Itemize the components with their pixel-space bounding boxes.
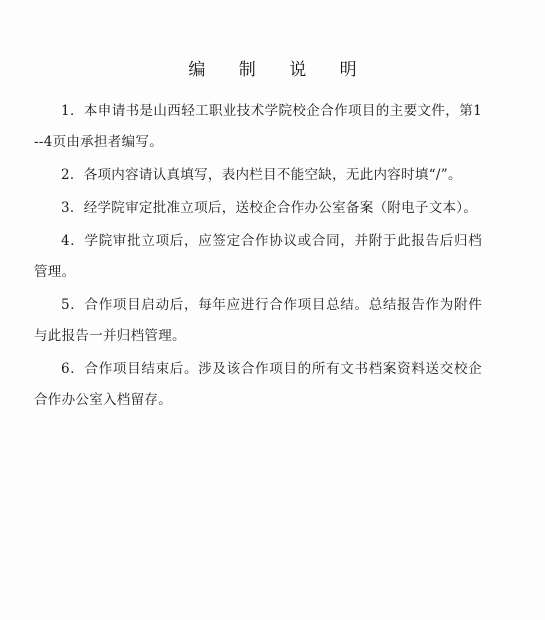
- instruction-list: [34, 96, 482, 418]
- document-title: 编 制 说 明: [188, 60, 371, 81]
- instruction-item-4: 4．学院审批立项后，应签定合作协议或合同，并附于此报告后归档管理。: [34, 233, 482, 280]
- instruction-item-5: 5．合作项目启动后，每年应进行合作项目总结。总结报告作为附件与此报告一并归档管理。: [34, 297, 482, 344]
- instruction-item-2: 2．各项内容请认真填写，表内栏目不能空缺，无此内容时填“/”。: [61, 167, 462, 183]
- instruction-item-3: 3．经学院审定批准立项后，送校企合作办公室备案（附电子文本）。: [61, 200, 478, 216]
- instruction-item-6: 6．合作项目结束后。涉及该合作项目的所有文书档案资料送交校企合作办公室入档留存。: [34, 361, 482, 408]
- instruction-item-1: 1．本申请书是山西轻工职业技术学院校企合作项目的主要文件，第1--4页由承担者编写。: [34, 103, 482, 150]
